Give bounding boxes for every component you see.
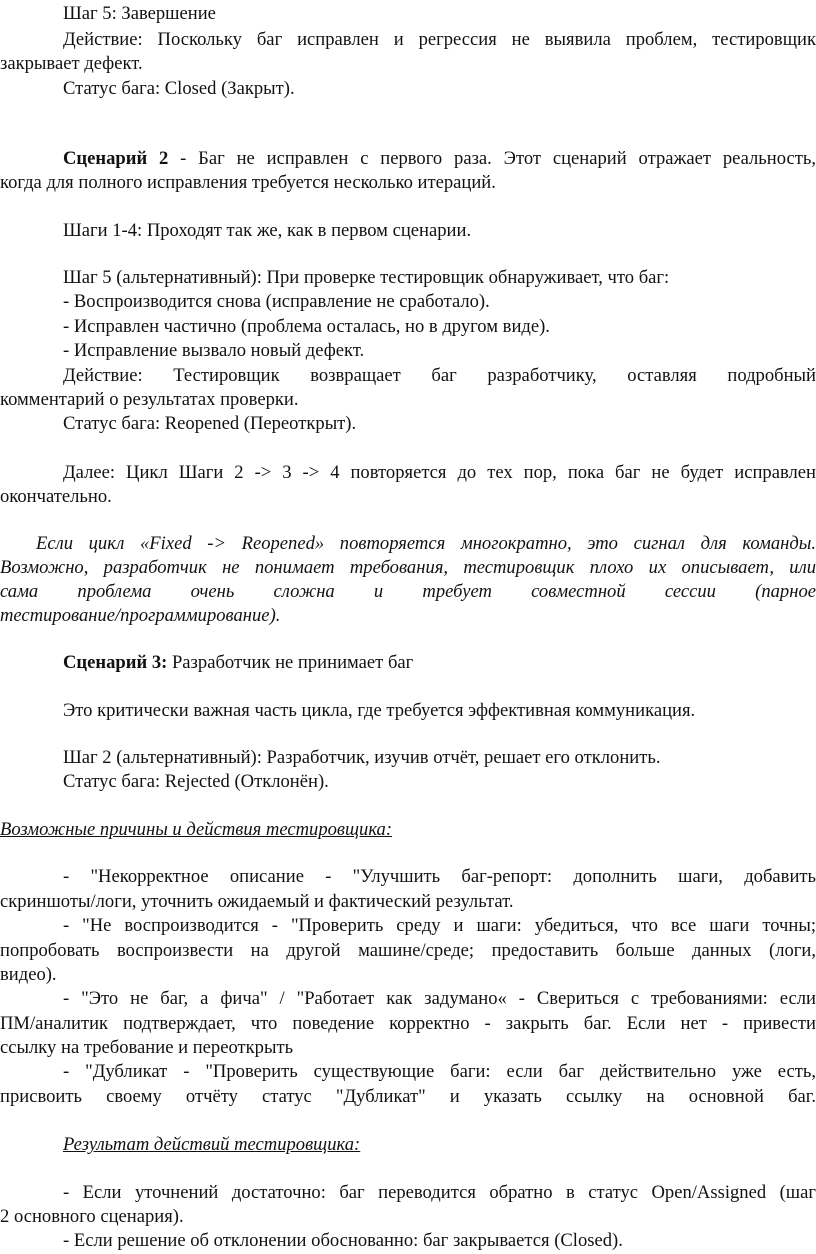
step5-action-line2: закрывает дефект. <box>0 53 143 74</box>
result2-line1: - Если решение об отклонении обоснованно: баг закрывается (Closed). <box>63 1230 623 1251</box>
reason2-line1: - "Не воспроизводится - "Проверить среду и шаги: убедиться, что все шаги точны; <box>63 915 816 936</box>
scenario2-title: Сценарий 2 <box>63 148 169 169</box>
italic-note-line3: сама проблема очень сложна и требует совместной сессии (парное <box>0 581 816 602</box>
result1-line1: - Если уточнений достаточно: баг переводится обратно в статус Open/Assigned (шаг <box>63 1182 816 1203</box>
italic-note-line2: Возможно, разработчик не понимает требования, тестировщик плохо их описывает, или <box>0 557 816 578</box>
steps-1-4: Шаги 1-4: Проходят так же, как в первом сценарии. <box>63 220 472 241</box>
scenario3-text: Разработчик не принимает баг <box>167 652 414 673</box>
step5-status: Статус бага: Closed (Закрыт). <box>63 78 295 99</box>
scenario3-step2: Шаг 2 (альтернативный): Разработчик, изучив отчёт, решает его отклонить. <box>63 747 661 768</box>
scenario3-intro <box>0 651 816 676</box>
reason3-line1: - "Это не баг, а фича" / "Работает как задумано« - Свериться с требованиями: если <box>63 988 816 1009</box>
step5-alt-status: Статус бага: Reopened (Переоткрыт). <box>63 413 357 434</box>
result1-line2: 2 основного сценария). <box>0 1206 184 1227</box>
bullet-new-defect: - Исправление вызвало новый дефект. <box>63 340 365 361</box>
reason4-line2: присвоить своему отчёту статус "Дубликат" и указать ссылку на основной баг. <box>0 1086 816 1107</box>
scenario3-title: Сценарий 3: <box>63 652 168 673</box>
cycle-note-line1: Далее: Цикл Шаги 2 -> 3 -> 4 повторяется до тех пор, пока баг не будет исправлен <box>63 462 816 483</box>
step5-alt-action-line1: Действие: Тестировщик возвращает баг разработчику, оставляя подробный <box>63 365 816 386</box>
italic-note-line1: Если цикл «Fixed -> Reopened» повторяется многократно, это сигнал для команды. <box>36 533 816 554</box>
bullet-reproduces: - Воспроизводится снова (исправление не сработало). <box>63 291 490 312</box>
step5-heading: Шаг 5: Завершение <box>63 3 216 24</box>
step5-action-line1: Действие: Поскольку баг исправлен и регрессия не выявила проблем, тестировщик <box>63 29 816 50</box>
reason2-line2: попробовать воспроизвести на другой машине/среде; предоставить больше данных (логи, <box>0 940 816 961</box>
scenario2-intro <box>0 147 816 172</box>
cycle-note-line2: окончательно. <box>0 486 112 507</box>
section-heading-reasons: Возможные причины и действия тестировщика: <box>0 819 393 840</box>
section-heading-results: Результат действий тестировщика: <box>63 1134 361 1155</box>
reason4-line1: - "Дубликат - "Проверить существующие баги: если баг действительно уже есть, <box>63 1061 816 1082</box>
reason1-line2: скриншоты/логи, уточнить ожидаемый и фактический результат. <box>0 891 514 912</box>
reason2-line3: видео). <box>0 964 57 985</box>
step5-alt-heading: Шаг 5 (альтернативный): При проверке тестировщик обнаруживает, что баг: <box>63 267 670 288</box>
bullet-partial: - Исправлен частично (проблема осталась, но в другом виде). <box>63 316 550 337</box>
step5-alt-action-line2: комментарий о результатах проверки. <box>0 389 299 410</box>
scenario2-intro-line2: когда для полного исправления требуется несколько итераций. <box>0 172 496 193</box>
italic-note-line4: тестирование/программирование). <box>0 605 281 626</box>
scenario3-paragraph: Это критически важная часть цикла, где требуется эффективная коммуникация. <box>63 700 696 721</box>
reason1-line1: - "Некорректное описание - "Улучшить баг-репорт: дополнить шаги, добавить <box>63 866 816 887</box>
reason3-line2: ПМ/аналитик подтверждает, что поведение корректно - закрыть баг. Если нет - привести <box>0 1013 816 1034</box>
scenario2-text: - Баг не исправлен с первого раза. Этот сценарий отражает реальность, <box>168 148 816 169</box>
scenario3-status: Статус бага: Rejected (Отклонён). <box>63 771 329 792</box>
reason3-line3: ссылку на требование и переоткрыть <box>0 1037 294 1058</box>
